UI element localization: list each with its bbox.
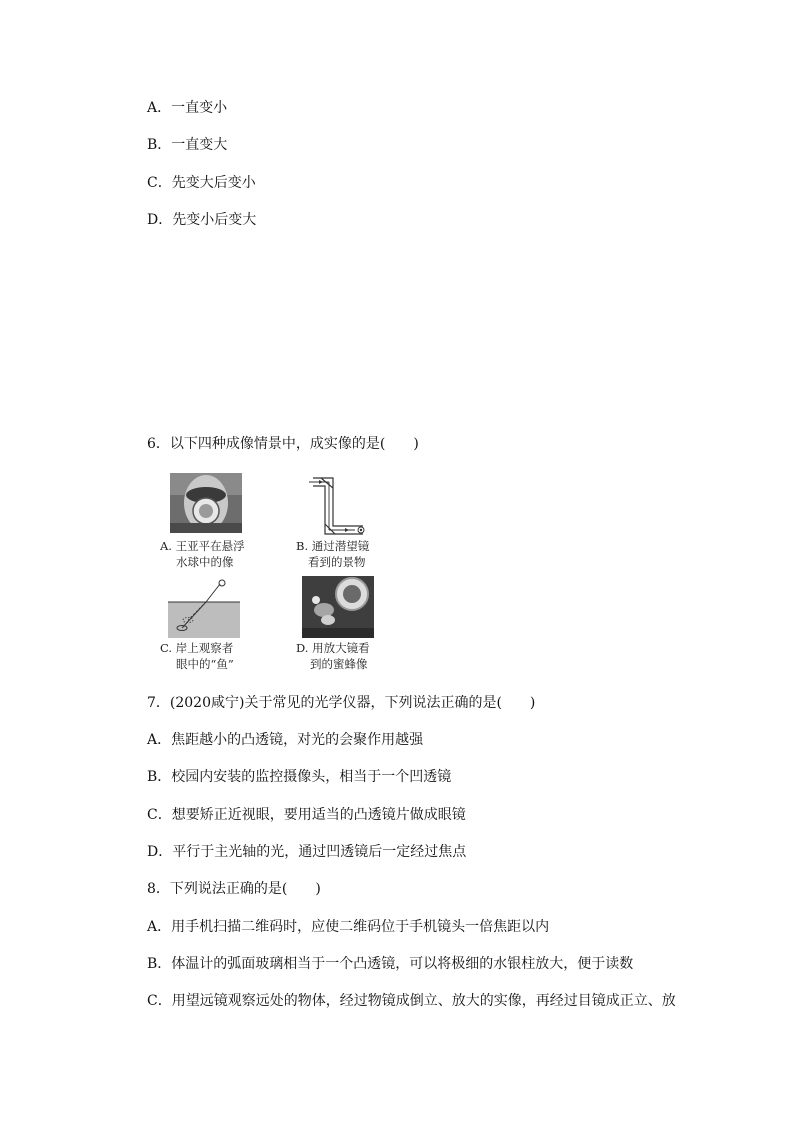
q6-stem: 6．以下四种成像情景中，成实像的是( ) (147, 436, 419, 452)
q5-option-d: D．先变小后变大 (147, 212, 257, 228)
q7-option-a: A．焦距越小的凸透镜，对光的会聚作用越强 (147, 732, 424, 748)
q7-option-b: B．校园内安装的监控摄像头，相当于一个凹透镜 (147, 769, 452, 785)
q8-option-c: C．用望远镜观察远处的物体，经过物镜成倒立、放大的实像，再经过目镜成正立、放 (147, 993, 676, 1009)
figure-a-caption-line1: A. 王亚平在悬浮 (160, 539, 245, 553)
figure-c-caption-line1: C. 岸上观察者 (160, 641, 234, 655)
fish-refraction-diagram (168, 578, 240, 638)
q5-option-c: C．先变大后变小 (147, 175, 256, 191)
q7-stem: 7．(2020咸宁)关于常见的光学仪器，下列说法正确的是( ) (147, 695, 536, 711)
q5-option-b: B．一直变大 (147, 137, 228, 153)
figure-b-caption-line1: B. 通过潜望镜 (296, 539, 370, 553)
figure-a-caption-line2: 水球中的像 (176, 555, 234, 569)
q8-option-a: A．用手机扫描二维码时，应使二维码位于手机镜头一倍焦距以内 (147, 919, 550, 935)
figure-c-caption-line2: 眼中的“鱼” (176, 657, 234, 671)
q5-option-a: A．一直变小 (147, 100, 228, 116)
figure-b-caption-line2: 看到的景物 (308, 555, 366, 569)
figure-d-caption-line1: D. 用放大镜看 (296, 641, 370, 655)
q8-stem: 8．下列说法正确的是( ) (147, 881, 321, 897)
q8-option-b: B．体温计的弧面玻璃相当于一个凸透镜，可以将极细的水银柱放大，便于读数 (147, 956, 634, 972)
magnifier-bee-photo (302, 576, 374, 638)
periscope-diagram (305, 474, 377, 536)
astronaut-water-ball-photo (170, 473, 242, 533)
q7-option-c: C．想要矫正近视眼，要用适当的凸透镜片做成眼镜 (147, 807, 466, 823)
q7-option-d: D．平行于主光轴的光，通过凹透镜后一定经过焦点 (147, 844, 467, 860)
figure-d-caption-line2: 到的蜜蜂像 (310, 657, 368, 671)
